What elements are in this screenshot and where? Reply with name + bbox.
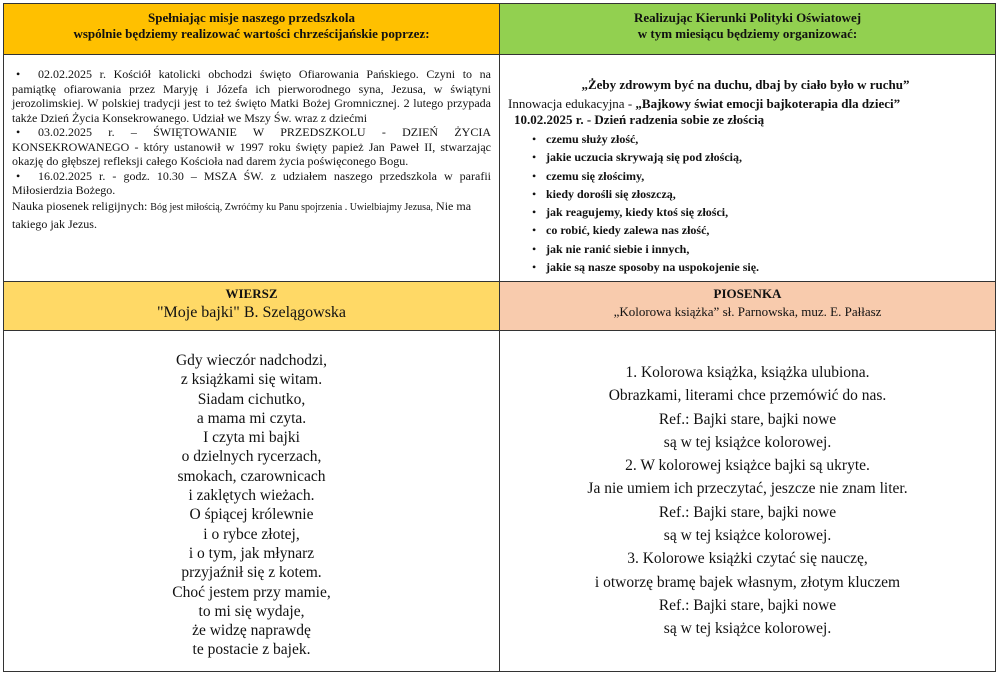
song-line: Ref.: Bajki stare, bajki nowe: [658, 410, 837, 428]
song-cell: [500, 331, 996, 672]
religious-events-cell: [4, 55, 500, 282]
poem-line: przyjaźnił się z kotem.: [181, 564, 322, 582]
song-line: Ja nie umiem ich przeczytać, jeszcze nie znam liter.: [587, 480, 908, 498]
anger-day-heading: 10.02.2025 r. - Dzień radzenia sobie ze złością: [514, 112, 765, 127]
poem-line: O śpiącej królewnie: [189, 506, 314, 524]
header-policy-line2: w tym miesiącu będziemy organizować:: [637, 26, 858, 41]
poem-line: smokach, czarownicach: [177, 467, 326, 485]
poem-line: o dzielnych rycerzach,: [181, 448, 322, 466]
song-header-cell: [500, 282, 996, 331]
header-values-cell: [4, 4, 500, 55]
header-values-line2: wspólnie będziemy realizować wartości chrześcijańskie poprzez:: [73, 26, 430, 41]
innovation-prefix: Innowacja edukacyjna -: [508, 96, 636, 111]
event-item: • 03.02.2025 r. – ŚWIĘTOWANIE W PRZEDSZKOLU - DZIEŃ ŻYCIA KONSEKROWANEGO - który ustanowił w 1997 roku święty papież Jan Paweł II, stwarzając okazję do głębszej refleksji całego Kościoła nad darem życia poświęconego Bogu.: [12, 125, 491, 169]
poem-cell: [4, 331, 500, 672]
religious-songs-list: Bóg jest miłością, Zwróćmy ku Panu spojrzenia . Uwielbiajmy Jezusa,: [150, 201, 434, 213]
topic-item: • kiedy dorośli się złoszczą,: [532, 185, 983, 203]
poem-line: Gdy wieczór nadchodzi,: [175, 352, 328, 369]
header-values: [4, 4, 499, 42]
anger-topics-list: [508, 130, 983, 276]
song-line: i otworzę bramę bajek własnym, złotym kluczem: [594, 573, 901, 591]
poem-header-cell: [4, 282, 500, 331]
song-line: są w tej książce kolorowej.: [663, 433, 832, 451]
song-title: „Kolorowa książka” sł. Parnowska, muz. E. Pałłasz: [613, 304, 882, 319]
religious-songs-prefix: Nauka piosenek religijnych:: [12, 198, 151, 213]
header-values-line1: Spełniając misje naszego przedszkola: [148, 10, 355, 25]
topic-item: • jakie uczucia skrywają się pod złością,: [532, 148, 983, 166]
poem-line: to mi się wydaje,: [198, 602, 305, 620]
plan-motto: „Żeby zdrowym być na duchu, dbaj by ciało było w ruchu”: [581, 77, 910, 92]
event-item: • 16.02.2025 r. - godz. 10.30 – MSZA ŚW. z udziałem naszego przedszkola w parafii Miłosierdzia Bożego.: [12, 169, 491, 198]
poem-line: a mama mi czyta.: [196, 409, 307, 427]
poem-line: że widzę naprawdę: [192, 622, 311, 640]
plan-table: [3, 3, 996, 672]
event-item: • 02.02.2025 r. Kościół katolicki obchodzi święto Ofiarowania Pańskiego. Czyni to na pamiątkę ofiarowania przez Maryję i Józefa ich pierworodnego syna, Jezusa, w świątyni jerozolimskiej. W polskiej tradycji jest to też święto Matki Bożej Gromnicznej. 2 lutego przypada także Dzień Życia Konsekrowanego. Udział we Mszy Św. wraz z dziećmi: [12, 67, 491, 125]
poem-line: z książkami się witam.: [180, 371, 323, 389]
song-line: Ref.: Bajki stare, bajki nowe: [658, 596, 837, 614]
song-line: 1. Kolorowa książka, książka ulubiona.: [625, 364, 870, 381]
header-policy-line1: Realizując Kierunki Polityki Oświatowej: [633, 10, 862, 25]
song-line: są w tej książce kolorowej.: [663, 620, 832, 638]
innovation-line: [508, 96, 983, 112]
poem-line: I czyta mi bajki: [203, 429, 300, 447]
religious-songs-last: Nie ma takiego jak Jezus.: [12, 198, 472, 231]
song-text: [500, 331, 995, 641]
poem-line: Siadam cichutko,: [197, 390, 306, 408]
song-line: 2. W kolorowej książce bajki są ukryte.: [625, 457, 870, 475]
song-label: PIOSENKA: [713, 286, 782, 301]
poem-title: "Moje bajki" B. Szelągowska: [156, 304, 347, 321]
poem-line: Choć jestem przy mamie,: [172, 583, 331, 601]
poem-text: [4, 331, 499, 660]
topic-item: • czemu służy złość,: [532, 130, 983, 148]
poem-line: i zaklętych wieżach.: [188, 487, 315, 505]
song-line: 3. Kolorowe książki czytać się nauczę,: [627, 550, 868, 568]
header-policy: [500, 4, 995, 42]
poem-line: i o tym, jak młynarz: [188, 544, 315, 562]
religious-events-list: [4, 55, 499, 198]
topic-item: • jak reagujemy, kiedy ktoś się złości,: [532, 203, 983, 221]
song-line: Ref.: Bajki stare, bajki nowe: [658, 503, 837, 521]
education-plan-cell: [500, 55, 996, 282]
header-policy-cell: [500, 4, 996, 55]
topic-item: • jak nie ranić siebie i innych,: [532, 240, 983, 258]
topic-item: • co robić, kiedy zalewa nas złość,: [532, 221, 983, 239]
topic-item: • czemu się złościmy,: [532, 167, 983, 185]
poem-line: te postacie z bajek.: [192, 641, 311, 659]
song-line: Obrazkami, literami chce przemówić do nas.: [608, 387, 887, 405]
poem-line: i o rybce złotej,: [203, 525, 300, 543]
innovation-title: „Bajkowy świat emocji bajkoterapia dla dzieci”: [635, 96, 901, 111]
topic-item: • jakie są nasze sposoby na uspokojenie się.: [532, 258, 983, 276]
song-line: są w tej książce kolorowej.: [663, 527, 832, 545]
poem-label: WIERSZ: [225, 286, 278, 301]
religious-songs-note: [4, 198, 499, 233]
